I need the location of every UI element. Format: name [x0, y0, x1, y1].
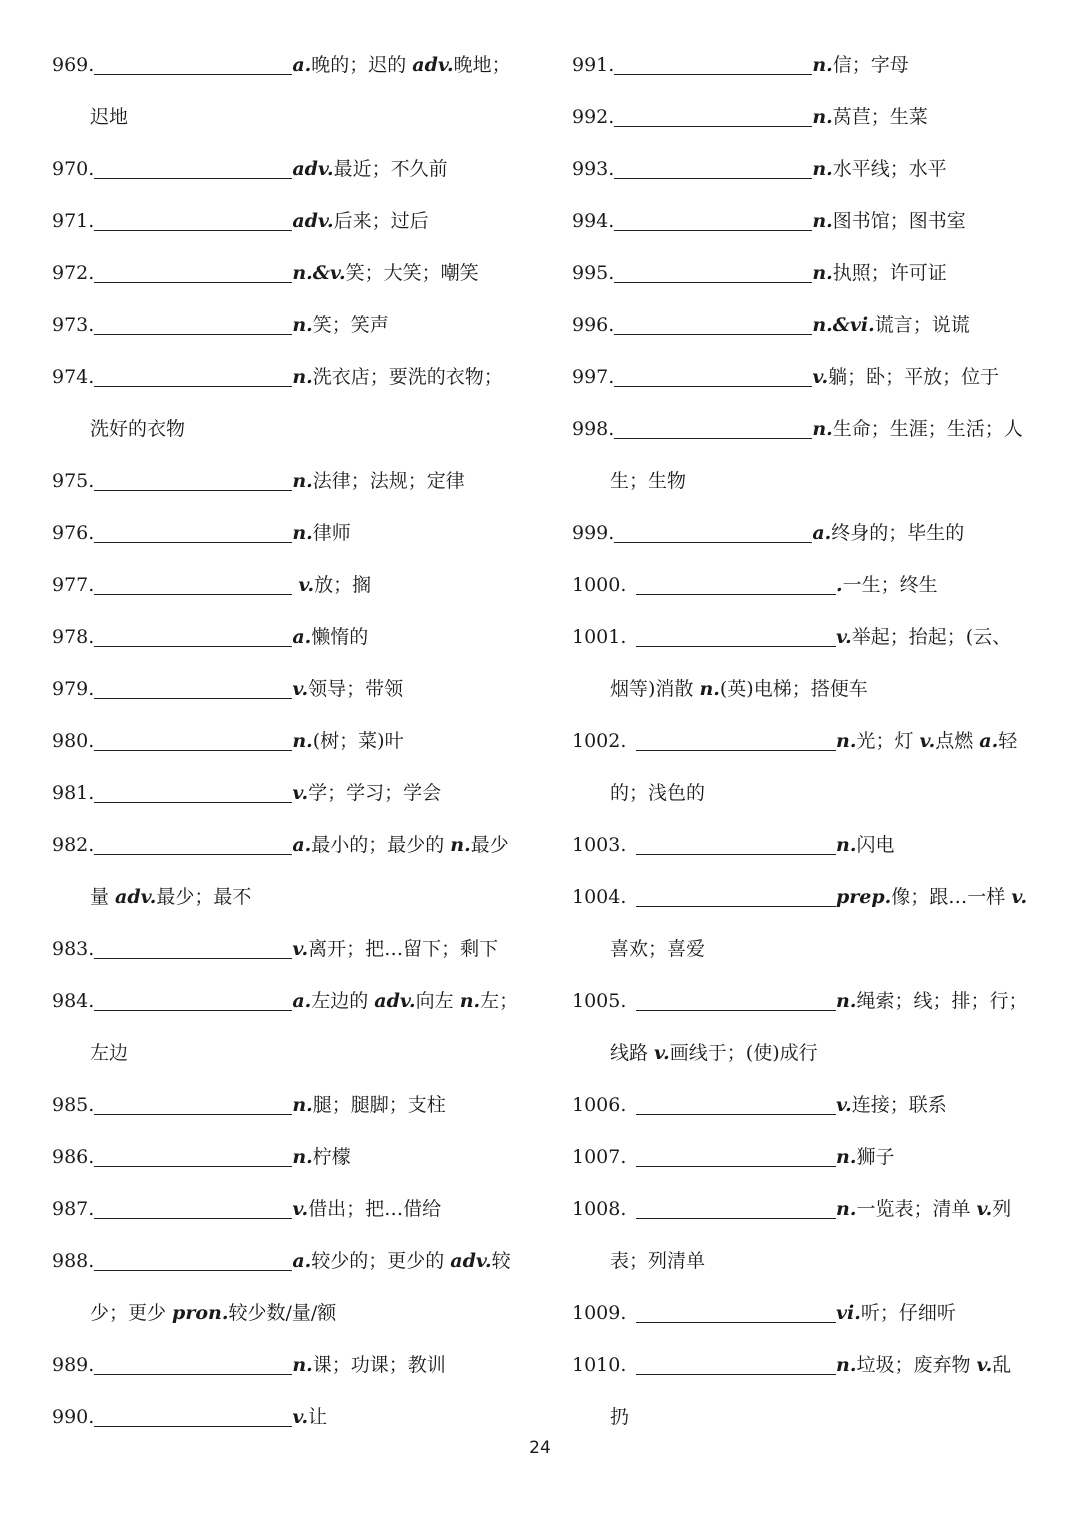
answer-blank[interactable] — [614, 177, 812, 179]
part-of-speech: n. — [812, 210, 833, 232]
vocab-entry — [52, 611, 522, 663]
definition-text: 烟等)消散 — [610, 678, 700, 700]
part-of-speech: v. — [292, 678, 309, 700]
part-of-speech: a. — [979, 730, 999, 752]
definition-text: 水平线；水平 — [832, 158, 947, 180]
part-of-speech: v. — [919, 730, 936, 752]
part-of-speech: n. — [292, 366, 313, 388]
part-of-speech: v. — [1011, 886, 1028, 908]
part-of-speech: n. — [812, 54, 833, 76]
entry-number: 979. — [52, 678, 95, 700]
vocab-entry — [572, 1339, 1042, 1391]
vocab-entry — [52, 1235, 522, 1287]
answer-blank[interactable] — [636, 593, 836, 595]
definition-continuation — [572, 767, 1042, 819]
vocab-entry — [52, 247, 522, 299]
definition-text: 左边 — [90, 1042, 129, 1064]
part-of-speech: v. — [654, 1042, 670, 1064]
definition-text: 垃圾；废弃物 — [856, 1354, 977, 1376]
entry-number: 994. — [572, 210, 615, 232]
part-of-speech: adv. — [374, 990, 416, 1012]
answer-blank[interactable] — [94, 801, 292, 803]
answer-blank[interactable] — [94, 1165, 292, 1167]
part-of-speech: n.&v. — [292, 262, 346, 284]
definition-text: 生命；生涯；生活；人 — [832, 418, 1023, 440]
answer-blank[interactable] — [94, 697, 292, 699]
entry-number: 995. — [572, 262, 615, 284]
answer-blank[interactable] — [636, 853, 836, 855]
definition-text: 一生；终生 — [842, 574, 938, 596]
answer-blank[interactable] — [94, 489, 292, 491]
vocab-entry — [572, 143, 1042, 195]
answer-blank[interactable] — [636, 645, 836, 647]
entry-number: 1005. — [572, 990, 627, 1012]
answer-blank[interactable] — [94, 593, 292, 595]
definition-text: 表；列清单 — [610, 1250, 706, 1272]
vocab-entry — [572, 715, 1042, 767]
entry-number: 1010. — [572, 1354, 627, 1376]
definition-text: 洗衣店；要洗的衣物； — [312, 366, 503, 388]
part-of-speech: n. — [699, 678, 720, 700]
part-of-speech: n. — [292, 1094, 313, 1116]
definition-text: 躺；卧；平放；位于 — [828, 366, 1000, 388]
answer-blank[interactable] — [94, 957, 292, 959]
vocab-entry — [52, 1131, 522, 1183]
part-of-speech: v. — [292, 1406, 309, 1428]
vocab-entry — [52, 351, 522, 403]
definition-text: 列 — [992, 1198, 1012, 1220]
entry-number: 1008. — [572, 1198, 627, 1220]
answer-blank[interactable] — [94, 333, 292, 335]
part-of-speech: vi. — [836, 1302, 861, 1324]
part-of-speech: a. — [292, 1250, 312, 1272]
answer-blank[interactable] — [94, 385, 292, 387]
part-of-speech: a. — [292, 990, 312, 1012]
answer-blank[interactable] — [614, 385, 812, 387]
part-of-speech: adv. — [292, 158, 334, 180]
definition-text: (英)电梯；搭便车 — [719, 678, 868, 700]
part-of-speech: v. — [836, 626, 852, 648]
entry-number: 1003. — [572, 834, 627, 856]
entry-number: 969. — [52, 54, 95, 76]
answer-blank[interactable] — [636, 1321, 836, 1323]
definition-text: 领导；带领 — [308, 678, 404, 700]
definition-text: 光；灯 — [856, 730, 920, 752]
answer-blank[interactable] — [636, 1373, 836, 1375]
definition-text: 最小的；最少的 — [311, 834, 451, 856]
definition-text: 的；浅色的 — [610, 782, 706, 804]
definition-text: 最少 — [470, 834, 509, 856]
definition-continuation — [572, 923, 1042, 975]
definition-text: 晚的；迟的 — [311, 54, 413, 76]
part-of-speech: v. — [812, 366, 829, 388]
entry-number: 983. — [52, 938, 95, 960]
part-of-speech: v. — [298, 574, 315, 596]
definition-text: 最近；不久前 — [333, 158, 448, 180]
definition-continuation — [52, 1287, 522, 1339]
vocab-entry — [572, 1287, 1042, 1339]
entry-number: 1000. — [572, 574, 627, 596]
definition-text: 课；功课；教训 — [312, 1354, 446, 1376]
entry-number: 990. — [52, 1406, 95, 1428]
vocab-entry — [52, 819, 522, 871]
definition-text: 迟地 — [90, 106, 129, 128]
definition-text: (树；菜)叶 — [312, 730, 404, 752]
part-of-speech: adv. — [292, 210, 334, 232]
vocab-entry — [52, 923, 522, 975]
answer-blank[interactable] — [614, 125, 812, 127]
entry-number: 981. — [52, 782, 95, 804]
entry-number: 972. — [52, 262, 95, 284]
part-of-speech: n. — [836, 834, 857, 856]
answer-blank[interactable] — [94, 229, 292, 231]
vocab-entry — [52, 299, 522, 351]
part-of-speech: adv. — [450, 1250, 492, 1272]
answer-blank[interactable] — [94, 853, 292, 855]
vocab-entry — [572, 559, 1042, 611]
entry-number: 973. — [52, 314, 95, 336]
vocab-entry — [572, 871, 1042, 923]
definition-continuation — [572, 663, 1042, 715]
definition-text: 连接；联系 — [851, 1094, 947, 1116]
part-of-speech: n. — [292, 1354, 313, 1376]
answer-blank[interactable] — [614, 541, 812, 543]
part-of-speech: n. — [836, 730, 857, 752]
definition-text: 线路 — [610, 1042, 655, 1064]
answer-blank[interactable] — [636, 1113, 836, 1115]
vocab-entry — [572, 819, 1042, 871]
vocab-entry — [572, 975, 1042, 1027]
part-of-speech: n. — [292, 314, 313, 336]
entry-number: 978. — [52, 626, 95, 648]
entry-number: 982. — [52, 834, 95, 856]
definition-text: 生；生物 — [610, 470, 687, 492]
vocab-entry — [572, 299, 1042, 351]
entry-number: 986. — [52, 1146, 95, 1168]
answer-blank[interactable] — [94, 1217, 292, 1219]
part-of-speech: n. — [812, 106, 833, 128]
definition-text: 画线于；(使)成行 — [669, 1042, 818, 1064]
vocab-entry — [52, 195, 522, 247]
definition-text: 洗好的衣物 — [90, 418, 186, 440]
answer-blank[interactable] — [94, 281, 292, 283]
answer-blank[interactable] — [636, 1009, 836, 1011]
definition-text: 谎言；说谎 — [874, 314, 970, 336]
definition-text: 笑；大笑；嘲笑 — [345, 262, 479, 284]
entry-number: 977. — [52, 574, 95, 596]
entry-number: 999. — [572, 522, 615, 544]
vocab-entry — [52, 715, 522, 767]
definition-text: 最少；最不 — [156, 886, 252, 908]
part-of-speech: v. — [976, 1354, 993, 1376]
definition-text: 轻 — [998, 730, 1018, 752]
part-of-speech: n. — [836, 1146, 857, 1168]
part-of-speech: a. — [292, 54, 312, 76]
part-of-speech: n. — [459, 990, 481, 1012]
entry-number: 1007. — [572, 1146, 627, 1168]
entry-number: 1001. — [572, 626, 627, 648]
definition-text: 晚地； — [453, 54, 511, 76]
left-column — [52, 39, 522, 1443]
entry-number: 1006. — [572, 1094, 627, 1116]
definition-text: 狮子 — [856, 1146, 895, 1168]
right-column — [572, 39, 1042, 1443]
vocab-entry — [572, 403, 1042, 455]
entry-number: 985. — [52, 1094, 95, 1116]
part-of-speech: n. — [292, 730, 313, 752]
definition-continuation — [52, 871, 522, 923]
definition-text: 喜欢；喜爱 — [610, 938, 706, 960]
entry-number: 975. — [52, 470, 95, 492]
vocab-entry — [52, 767, 522, 819]
entry-number: 988. — [52, 1250, 95, 1272]
entry-number: 1002. — [572, 730, 627, 752]
answer-blank[interactable] — [614, 437, 812, 439]
definition-text: 笑；笑声 — [312, 314, 389, 336]
vocab-entry — [52, 663, 522, 715]
entry-number: 971. — [52, 210, 95, 232]
definition-text: 向左 — [415, 990, 460, 1012]
vocab-entry — [572, 247, 1042, 299]
definition-continuation — [52, 1027, 522, 1079]
answer-blank[interactable] — [94, 1269, 292, 1271]
vocab-entry — [572, 1079, 1042, 1131]
answer-blank[interactable] — [636, 749, 836, 751]
definition-text: 点燃 — [935, 730, 980, 752]
part-of-speech: a. — [812, 522, 832, 544]
vocab-entry — [572, 1131, 1042, 1183]
entry-number: 976. — [52, 522, 95, 544]
part-of-speech: a. — [292, 834, 312, 856]
entry-number: 980. — [52, 730, 95, 752]
entry-number: 993. — [572, 158, 615, 180]
definition-text: 少；更少 — [90, 1302, 173, 1324]
answer-blank[interactable] — [94, 1113, 292, 1115]
entry-number: 991. — [572, 54, 615, 76]
definition-text: 执照；许可证 — [832, 262, 947, 284]
definition-text: 乱 — [992, 1354, 1012, 1376]
definition-text: 量 — [90, 886, 116, 908]
entry-number: 996. — [572, 314, 615, 336]
definition-text: 信；字母 — [832, 54, 909, 76]
answer-blank[interactable] — [94, 1009, 292, 1011]
definition-text: 法律；法规；定律 — [312, 470, 465, 492]
entry-number: 997. — [572, 366, 615, 388]
part-of-speech: v. — [292, 1198, 309, 1220]
vocab-entry — [52, 455, 522, 507]
answer-blank[interactable] — [636, 1217, 836, 1219]
definition-text: 一览表；清单 — [856, 1198, 977, 1220]
definition-text: 像；跟…一样 — [891, 886, 1012, 908]
definition-text: 放；搁 — [314, 574, 372, 596]
definition-text: 举起；抬起；(云、 — [851, 626, 1012, 648]
entry-number: 1009. — [572, 1302, 627, 1324]
vocab-entry — [572, 39, 1042, 91]
vocab-entry — [52, 1079, 522, 1131]
definition-text: 律师 — [312, 522, 351, 544]
definition-text: 后来；过后 — [333, 210, 429, 232]
vocab-entry — [52, 143, 522, 195]
vocab-entry — [52, 507, 522, 559]
definition-continuation — [52, 91, 522, 143]
entry-number: 1004. — [572, 886, 627, 908]
part-of-speech: n.&vi. — [812, 314, 875, 336]
answer-blank[interactable] — [94, 73, 292, 75]
part-of-speech: n. — [836, 990, 857, 1012]
entry-number: 992. — [572, 106, 615, 128]
answer-blank[interactable] — [636, 1165, 836, 1167]
definition-text: 学；学习；学会 — [308, 782, 442, 804]
vocab-entry — [52, 559, 522, 611]
vocab-entry — [52, 39, 522, 91]
part-of-speech: a. — [292, 626, 312, 648]
part-of-speech: v. — [292, 782, 309, 804]
part-of-speech: v. — [976, 1198, 993, 1220]
answer-blank[interactable] — [614, 73, 812, 75]
page-number: 24 — [529, 1438, 551, 1458]
definition-text: 让 — [308, 1406, 328, 1428]
vocab-entry — [572, 91, 1042, 143]
vocab-entry — [52, 1183, 522, 1235]
part-of-speech: n. — [836, 1198, 857, 1220]
vocab-entry — [572, 507, 1042, 559]
part-of-speech: pron. — [172, 1302, 229, 1324]
part-of-speech: v. — [292, 938, 309, 960]
entry-number: 974. — [52, 366, 95, 388]
definition-continuation — [572, 1235, 1042, 1287]
entry-number: 970. — [52, 158, 95, 180]
definition-text: 扔 — [610, 1406, 630, 1428]
vocab-entry — [52, 1339, 522, 1391]
definition-text: 左边的 — [311, 990, 375, 1012]
vocab-entry — [572, 611, 1042, 663]
answer-blank[interactable] — [94, 1373, 292, 1375]
part-of-speech: n. — [812, 262, 833, 284]
definition-continuation — [572, 1027, 1042, 1079]
vocab-entry — [572, 1183, 1042, 1235]
part-of-speech: adv. — [115, 886, 157, 908]
answer-blank[interactable] — [94, 1425, 292, 1427]
definition-continuation — [572, 455, 1042, 507]
definition-text: 图书馆；图书室 — [832, 210, 966, 232]
definition-text: 终身的；毕生的 — [831, 522, 965, 544]
part-of-speech: n. — [836, 1354, 857, 1376]
entry-number: 989. — [52, 1354, 95, 1376]
part-of-speech: n. — [292, 522, 313, 544]
definition-text: 懒惰的 — [311, 626, 369, 648]
answer-blank[interactable] — [94, 541, 292, 543]
answer-blank[interactable] — [614, 281, 812, 283]
definition-text: 绳索；线；排；行； — [856, 990, 1028, 1012]
vocab-entry — [572, 195, 1042, 247]
part-of-speech: v. — [836, 1094, 852, 1116]
definition-text: 腿；腿脚；支柱 — [312, 1094, 446, 1116]
definition-continuation — [572, 1391, 1042, 1443]
definition-text: 借出；把…借给 — [308, 1198, 442, 1220]
part-of-speech: n. — [812, 158, 833, 180]
part-of-speech: . — [836, 574, 843, 596]
entry-number: 998. — [572, 418, 615, 440]
answer-blank[interactable] — [94, 177, 292, 179]
answer-blank[interactable] — [94, 645, 292, 647]
entry-number: 984. — [52, 990, 95, 1012]
part-of-speech: n. — [292, 470, 313, 492]
part-of-speech: n. — [450, 834, 471, 856]
vocab-entry — [572, 351, 1042, 403]
answer-blank[interactable] — [94, 749, 292, 751]
definition-text: 左； — [480, 990, 519, 1012]
definition-text: 闪电 — [856, 834, 895, 856]
definition-continuation — [52, 403, 522, 455]
definition-text: 离开；把…留下；剩下 — [308, 938, 499, 960]
part-of-speech: adv. — [412, 54, 454, 76]
answer-blank[interactable] — [614, 229, 812, 231]
definition-text: 较 — [491, 1250, 511, 1272]
definition-text: 较少数/量/额 — [228, 1302, 337, 1324]
part-of-speech: n. — [812, 418, 833, 440]
answer-blank[interactable] — [636, 905, 836, 907]
part-of-speech: prep. — [836, 886, 892, 908]
vocab-entry — [52, 1391, 522, 1443]
definition-text: 听；仔细听 — [860, 1302, 956, 1324]
definition-text: 柠檬 — [312, 1146, 351, 1168]
definition-text: 莴苣；生菜 — [832, 106, 928, 128]
part-of-speech: n. — [292, 1146, 313, 1168]
vocab-entry — [52, 975, 522, 1027]
answer-blank[interactable] — [614, 333, 812, 335]
entry-number: 987. — [52, 1198, 95, 1220]
definition-text: 较少的；更少的 — [311, 1250, 451, 1272]
